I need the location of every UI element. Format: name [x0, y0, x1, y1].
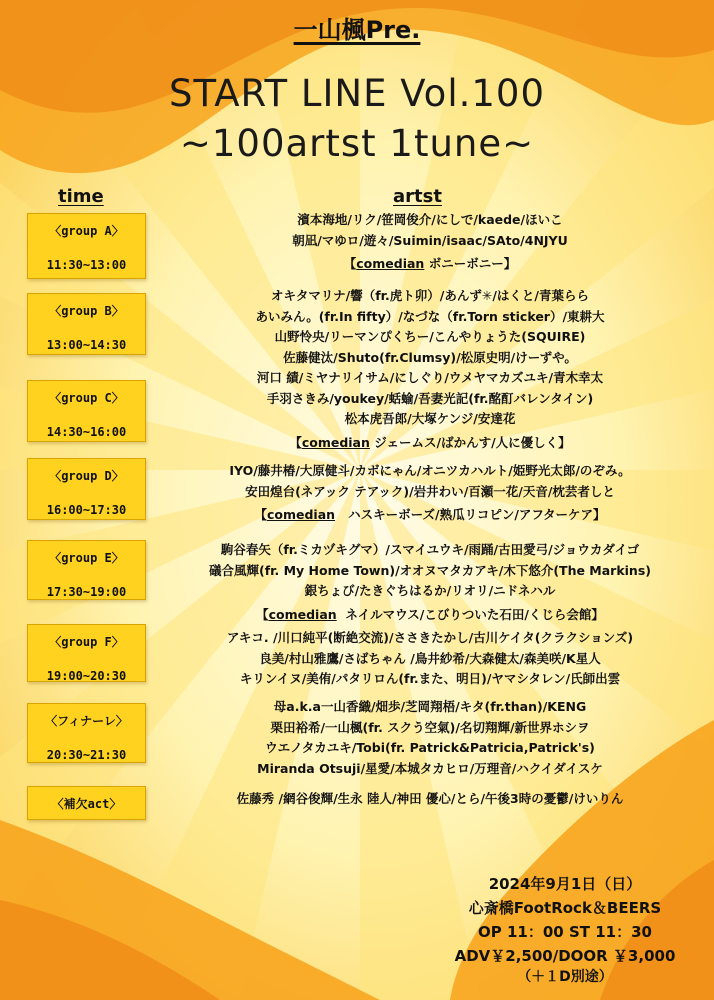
comedian-line: 【comedian ハスキーボーズ/熟瓜リコピン/アフターケア】 — [254, 507, 606, 522]
time-column-header: time — [58, 186, 104, 207]
event-info — [420, 872, 710, 986]
artist-line: ウエノタカユキ/Tobi(fr. Patrick&Patricia,Patrick's) — [265, 740, 595, 755]
artist-line: Miranda Otsuji/星愛/本城タカヒロ/万理音/ハクイダイスケ — [257, 760, 603, 776]
finale-box — [27, 703, 146, 763]
artist-column-header: artst — [393, 186, 442, 207]
event-subtitle: ~100artst 1tune~ — [179, 122, 535, 165]
artist-line: 礒合風輝(fr. My Home Town)/オオヌマタカアキ/木下悠介(The Markins) — [208, 562, 651, 578]
artist-line: 山野怜央/リーマンぴくちー/こんやりょうた(SQUIRE) — [274, 329, 586, 344]
comedian-line: 【comedian ネイルマウス/こびりついた石田/くじら会館】 — [256, 606, 604, 622]
group-name: 〈補欠act〉 — [51, 797, 122, 811]
group-name: 〈group A〉 — [49, 224, 124, 238]
comedian-tag: comedian — [268, 606, 337, 622]
artist-line: 銀ちょび/たきぐちはるか/リオリ/ニドネハル — [304, 583, 556, 598]
comedian-tag: comedian — [301, 434, 370, 450]
group-name: 〈group D〉 — [49, 469, 124, 483]
group-b-box — [27, 293, 146, 355]
group-e-box — [27, 540, 146, 600]
open-start-times: OP 11：00 ST 11：30 — [478, 923, 652, 941]
artist-line: 良美/村山雅鷹/さばちゃん /鳥井紗希/大森健太/森美咲/K星人 — [259, 650, 601, 666]
group-c-box — [27, 380, 146, 442]
substitute-box — [27, 786, 146, 820]
artist-line: 河口 績/ミヤナリイサム/にしぐり/ウメヤマカズユキ/青木幸太 — [256, 370, 604, 385]
artist-line: あいみん。(fr.In fifty）/なづな（fr.Torn sticker）/東耕大 — [255, 308, 605, 324]
artist-line: 母a.k.a一山香織/畑歩/芝岡翔梧/キタ(fr.than)/KENG — [273, 699, 587, 714]
group-d-box — [27, 458, 146, 520]
group-time: 16:00~17:30 — [46, 503, 127, 517]
comedian-names: ジェームス/ばかんす/人に優しく — [374, 434, 559, 450]
group-name: 〈group F〉 — [49, 635, 124, 649]
group-f-box — [27, 624, 146, 682]
comedian-tag: comedian — [266, 507, 336, 522]
group-name: 〈フィナーレ〉 — [45, 714, 128, 728]
group-time: 17:30~19:00 — [46, 585, 127, 599]
artist-line: 松本虎吾郎/大塚ケンジ/安達花 — [344, 411, 516, 426]
event-date: 2024年9月1日（日） — [488, 875, 642, 893]
artist-line: 佐藤秀 /網谷俊輝/生永 陸人/神田 優心/とら/午後3時の憂鬱/けいりん — [236, 791, 624, 806]
artist-line: 濱本海地/リク/笹岡俊介/にしで/kaede/ほいこ — [297, 212, 563, 227]
group-name: 〈group C〉 — [49, 391, 124, 405]
comedian-line: 【comedian ジェームス/ばかんす/人に優しく】 — [289, 434, 571, 450]
substitute-artists — [150, 789, 710, 810]
drink-note: （＋１D別途） — [517, 969, 613, 985]
group-name: 〈group B〉 — [49, 304, 124, 318]
comedian-names: ネイルマウス/こびりついた石田/くじら会館 — [345, 606, 592, 622]
presenter-credit: 一山楓Pre. — [293, 16, 421, 44]
artist-line: 朝凪/マゆロ/遊々/Suimin/isaac/SAto/4NJYU — [292, 232, 568, 248]
artist-line: IYO/藤井椿/大原健斗/カボにゃん/オニツカハルト/姫野光太郎/のぞみ。 — [229, 463, 631, 478]
group-c-artists — [150, 368, 710, 453]
comedian-line: 【comedian ボニーボニー】 — [343, 256, 517, 271]
group-name: 〈group E〉 — [49, 551, 124, 565]
artist-line: キリンイヌ/美侑/パタリロん(fr.また、明日)/ヤマシタレン/氏師出雲 — [239, 671, 621, 686]
artist-line: 栗田裕希/一山楓(fr. スクう空氣)/名切翔輝/新世界ホシヲ — [270, 719, 590, 735]
group-time: 14:30~16:00 — [46, 425, 127, 439]
group-time: 20:30~21:30 — [46, 748, 127, 762]
group-time: 11:30~13:00 — [46, 258, 127, 272]
group-time: 13:00~14:30 — [46, 338, 127, 352]
group-a-box — [27, 213, 146, 279]
artist-line: オキタマリナ/響（fr.虎ト卯）/あんず✳/はくと/青葉らら — [271, 288, 589, 303]
comedian-names: ボニーボニー — [428, 256, 504, 271]
event-venue: 心斎橋FootRock＆BEERS — [468, 899, 662, 917]
artist-line: 手羽さきみ/youkey/蛞蝓/吾妻光記(fr.酩酊バレンタイン) — [266, 390, 594, 406]
artist-line: 安田煌台(ネアック テアック)/岩井わい/百瀬一花/天音/枕芸者しと — [245, 483, 615, 499]
group-f-artists — [150, 628, 710, 690]
artist-line: 駒谷春矢（fr.ミカヅキグマ）/スマイユウキ/雨踊/古田愛弓/ジョウカダイゴ — [220, 542, 640, 557]
group-d-artists — [150, 461, 710, 526]
event-title: START LINE Vol.100 — [169, 72, 545, 115]
ticket-price: ADV￥2,500/DOOR ￥3,000 — [454, 947, 676, 965]
comedian-names: ハスキーボーズ/熟瓜リコピン/アフターケア — [348, 507, 594, 522]
artist-line: アキコ. /川口純平(断絶交流)/ささきたかし/古川ケイタ(クラクションズ) — [226, 630, 634, 645]
comedian-tag: comedian — [356, 256, 425, 271]
group-a-artists — [150, 210, 710, 275]
group-time: 19:00~20:30 — [46, 669, 127, 683]
group-e-artists — [150, 540, 710, 625]
finale-artists — [150, 697, 710, 779]
group-b-artists — [150, 286, 710, 368]
artist-line: 佐藤健汰/Shuto(fr.Clumsy)/松原史明/けーずや。 — [283, 349, 577, 365]
